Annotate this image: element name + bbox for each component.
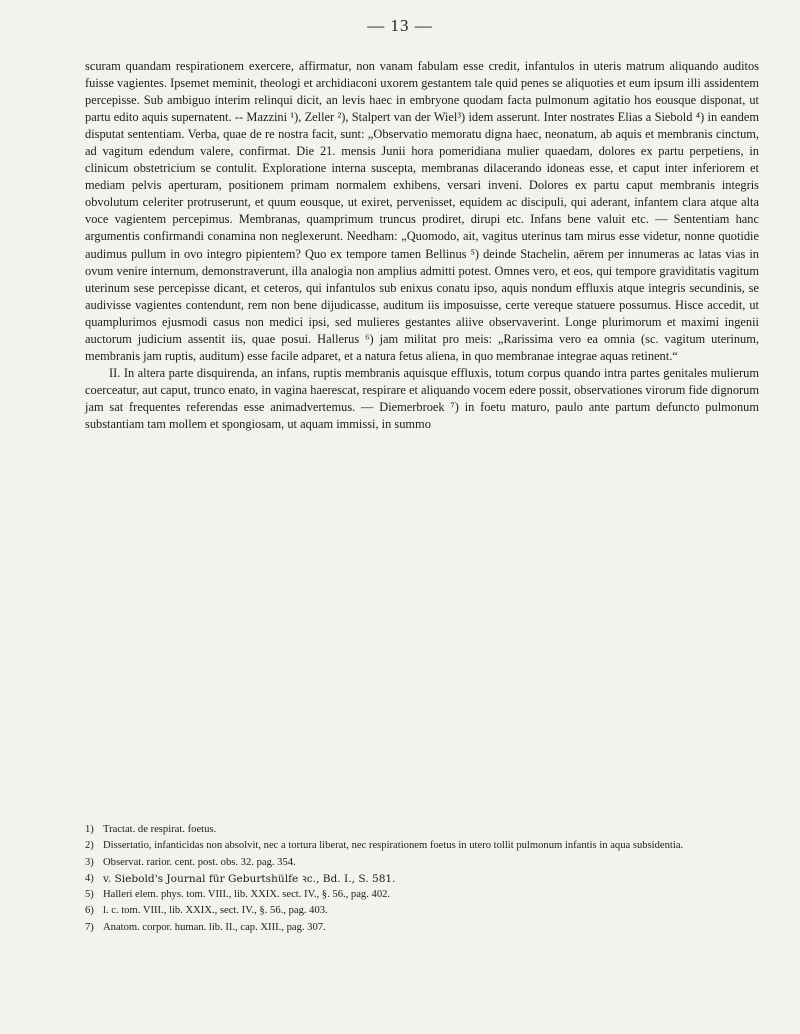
main-text: [85, 58, 759, 433]
footnote-marker: 1): [85, 824, 94, 835]
paragraph-continuation: scuram quandam respirationem exercere, affirmatur, non vanam fabulam esse credit, infantulos in uteris matrum aliquando auditos fuisse vagientes. Ipsemet meminit, theologi et archidiaconi uxorem gestantem tale quid penes se aliquoties et eum ipsum illi assidentem percepisse. Sub ambiguo interim relinqui dicit, an levis haec in embryone quodam facta pulmonum agitatio hos eousque disponat, ut partu edito aquis supernatent. -- Mazzini ¹), Zeller ²), Stalpert van der Wiel³) idem asserunt. Inter nostrates Elias a Siebold ⁴) in eandem disputat sententiam. Verba, quae de re nostra facit, sunt: „Observatio memoratu digna haec, neonatum, ab aquis et membranis cinctum, ad vagitum edendum valere, confirmat. Die 21. mensis Junii hora pomeridiana mulier quaedam, dolores ex partu perpetiens, in clinicum obstetricium se contulit. Exploratione interna suscepta, membranas dilacerando idoneas esse, et caput inter inferiorem et mediam pelvis aperturam, positionem primam normalem exhibens, versari inveni. Dolores ex partu caput membranis integris obvolutum celeriter protruserunt, et quum eousque, ut exiret, pervenisset, equidem ac discipuli, qui aderant, infantem clara atque alta voce vagientem percepimus. Membranas, quamprimum truncus prodiret, dirupi etc. Infans bene valuit etc. — Sententiam hanc argumentis confirmandi conamina non neglexerunt. Needham: „Quomodo, ait, vagitus uterinus tam mirus esse videtur, nonne quotidie audimus pullum in ovo integro pipientem? Quo ex tempore tamen Bellinus ⁵) deinde Stachelin, aërem per innumeras ac latas vias in ovum venire internum, demonstraverunt, illa analogia non amplius admitti potest. Omnes vero, et eos, qui tempore graviditatis vagitum uterinum sese percepisse dicant, et ceteros, qui infantulos sub enixus conatu ipso, aquis nondum effluxis atque integris secundinis, se audivisse vagientes contendunt, rem non bene dijudicasse, auditum iis imposuisse, certe vereque statuere possumus. Hisce accedit, ut quamplurimos ejusmodi casus non medici ipsi, sed mulieres gestantes aliive observaverint. Longe plurimorum et maximi ingenii auctorum judicium assentit iis, quae posui. Hallerus ⁶) jam militat pro meis: „Rarissima vero ea omnia (sc. vagitum uterinum, membranis jam ruptis, auditum) esse facile adparet, et a natura fetus aliena, in quo membranae integrae aquas retinent.“: [85, 59, 759, 363]
footnote-5: [85, 887, 759, 903]
footnote-marker: 6): [85, 905, 94, 917]
footnotes: [85, 822, 759, 936]
footnote-text: v. Siebold's Journal für Geburtshülfe ꝛc., Bd. I., S. 581.: [103, 872, 396, 885]
page-number: — 13 —: [367, 16, 433, 35]
footnote-marker: 2): [85, 840, 94, 852]
paragraph-section-ii: II. In altera parte disquirenda, an infans, ruptis membranis aquisque effluxis, totum corpus quando intra partes genitales mulierum coerceatur, aut caput, trunco enato, in vagina haerescat, respirare et aliquando vocem edere possit, observationes virorum fide dignorum jam sat frequentes referendas esse animadvertemus. — Diemerbroek ⁷) in foetu maturo, paulo ante partum defuncto pulmonum substantiam tam mollem et spongiosam, ut aquam immissi, in summo: [85, 365, 759, 431]
footnote-marker: 7): [85, 921, 94, 933]
footnote-text: Dissertatio, infanticidas non absolvit, nec a tortura liberat, nec respirationem foetus in utero tollit pulmonum infantis in aqua subsidentia.: [103, 840, 684, 852]
footnote-marker: 5): [85, 889, 94, 901]
footnote-text: Observat. rarior. cent. post. obs. 32. pag. 354.: [103, 856, 296, 868]
footnote-text: Halleri elem. phys. tom. VIII., lib. XXIX. sect. IV., §. 56., pag. 402.: [103, 889, 391, 901]
footnote-marker: 4): [85, 872, 94, 884]
footnote-1: [85, 822, 759, 838]
footnote-3: [85, 855, 759, 871]
footnote-text: Tractat. de respirat. foetus.: [103, 824, 217, 835]
footnote-text: Anatom. corpor. human. lib. II., cap. XIII., pag. 307.: [103, 921, 326, 933]
footnote-7: [85, 920, 759, 936]
footnote-2: [85, 838, 759, 854]
footnote-4: [85, 871, 759, 887]
footnote-text: l. c. tom. VIII., lib. XXIX., sect. IV., §. 56., pag. 403.: [103, 905, 328, 917]
footnote-6: [85, 903, 759, 919]
footnote-marker: 3): [85, 856, 94, 868]
